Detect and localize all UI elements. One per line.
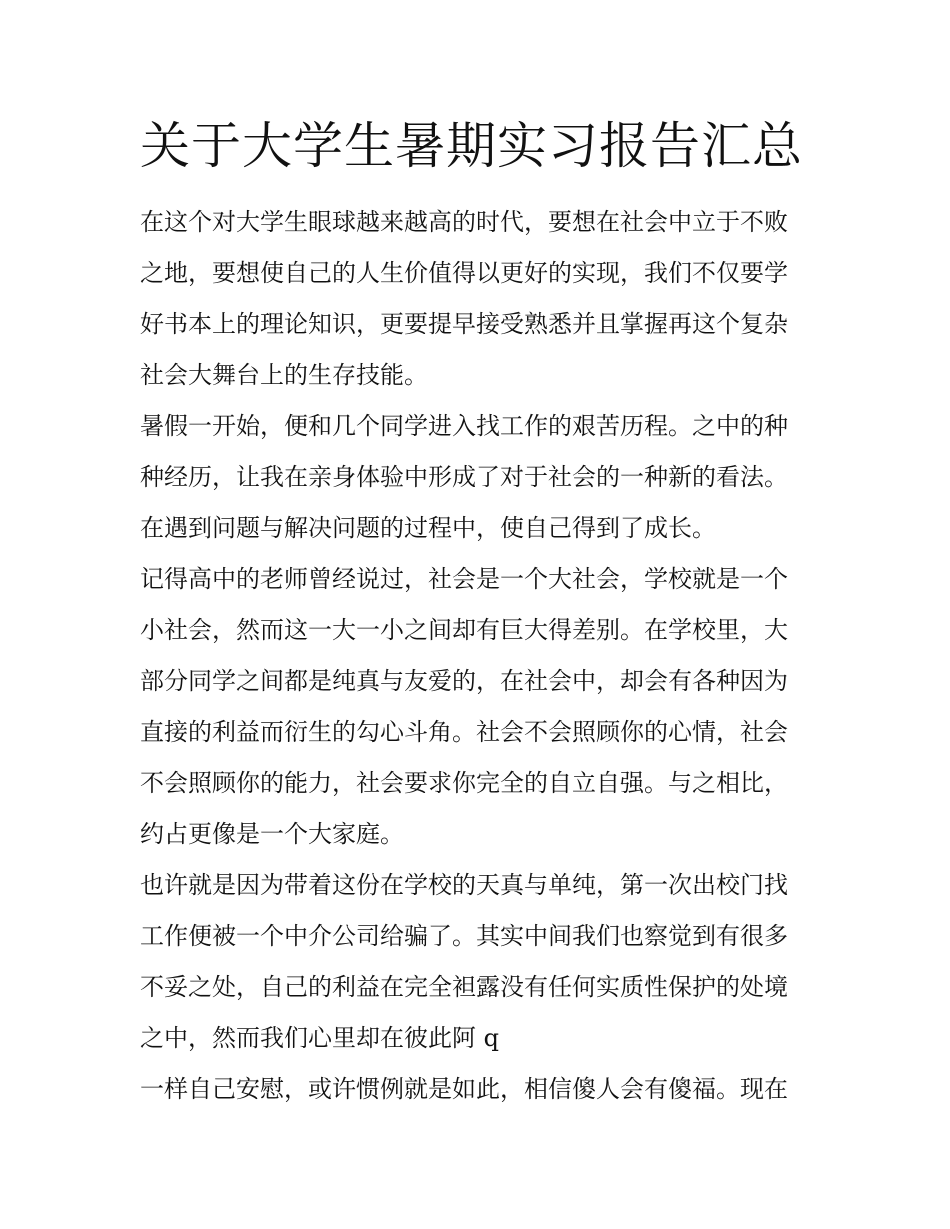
text-line: 在这个对大学生眼球越来越高的时代，要想在社会中立于不败 xyxy=(140,208,788,236)
text-line: 之中，然而我们心里却在彼此阿 q xyxy=(140,1024,499,1052)
text-line: 约占更像是一个大家庭。 xyxy=(140,820,404,848)
text-line: 工作便被一个中介公司给骗了。其实中间我们也察觉到有很多 xyxy=(140,922,788,950)
text-line: 不妥之处，自己的利益在完全袒露没有任何实质性保护的处境 xyxy=(140,973,788,1001)
document-title: 关于大学生暑期实习报告汇总 xyxy=(140,117,803,175)
text-line: 在遇到问题与解决问题的过程中，使自己得到了成长。 xyxy=(140,514,716,542)
text-line: 好书本上的理论知识，更要提早接受熟悉并且掌握再这个复杂 xyxy=(140,310,788,338)
text-line: 小社会，然而这一大一小之间却有巨大得差别。在学校里，大 xyxy=(140,616,788,644)
document-body xyxy=(140,197,820,1115)
text-line: 一样自己安慰，或许惯例就是如此，相信傻人会有傻福。现在 xyxy=(140,1075,788,1103)
text-line: 种经历，让我在亲身体验中形成了对于社会的一种新的看法。 xyxy=(140,463,788,491)
text-line: 也许就是因为带着这份在学校的天真与单纯，第一次出校门找 xyxy=(140,871,788,899)
text-line: 之地，要想使自己的人生价值得以更好的实现，我们不仅要学 xyxy=(140,259,788,287)
text-line: 记得高中的老师曾经说过，社会是一个大社会，学校就是一个 xyxy=(140,565,788,593)
text-line: 部分同学之间都是纯真与友爱的，在社会中，却会有各种因为 xyxy=(140,667,788,695)
text-line: 社会大舞台上的生存技能。 xyxy=(140,361,428,389)
text-line: 不会照顾你的能力，社会要求你完全的自立自强。与之相比， xyxy=(140,769,788,797)
text-line: 暑假一开始，便和几个同学进入找工作的艰苦历程。之中的种 xyxy=(140,412,788,440)
text-line: 直接的利益而衍生的勾心斗角。社会不会照顾你的心情，社会 xyxy=(140,718,788,746)
